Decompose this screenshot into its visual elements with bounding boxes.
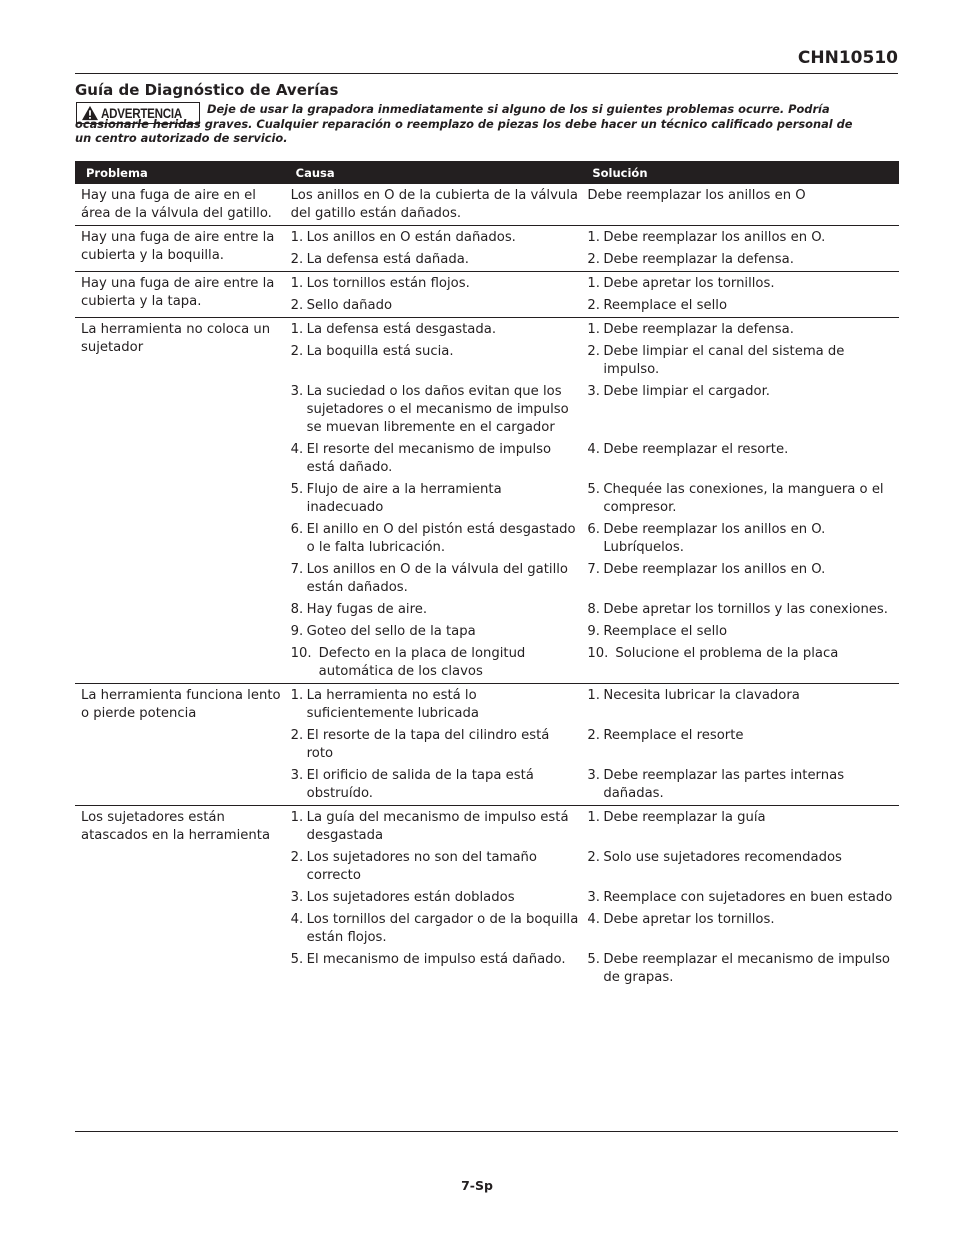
cause-text: Los sujetadores están doblados xyxy=(306,890,515,905)
cause-item xyxy=(291,441,582,477)
problem-cell: Los sujetadores están atascados en la herramienta xyxy=(81,810,271,843)
solution-item xyxy=(587,229,899,247)
cause-cell xyxy=(285,318,582,684)
solution-item xyxy=(587,767,899,803)
item-number: 3. xyxy=(290,768,304,783)
item-number: 3. xyxy=(587,890,600,905)
item-number: 2. xyxy=(587,344,600,359)
cause-text: Goteo del sello de la tapa xyxy=(306,624,476,639)
solution-list xyxy=(587,275,899,315)
table-row xyxy=(75,184,899,226)
item-number: 4. xyxy=(587,912,600,927)
page-number: 7-Sp xyxy=(461,1178,493,1193)
cause-item xyxy=(291,809,582,845)
cause-item xyxy=(291,645,582,681)
cause-text: Hay fugas de aire. xyxy=(306,602,428,617)
solution-text: Reemplace el sello xyxy=(603,298,728,313)
solution-text: Debe apretar los tornillos. xyxy=(603,912,775,927)
table-header-row xyxy=(75,161,899,184)
problem-cell: La herramienta funciona lento o pierde potencia xyxy=(81,688,281,721)
solution-item xyxy=(587,383,899,437)
item-number: 6. xyxy=(290,522,304,537)
cause-text: Los anillos en O de la cubierta de la válvula del gatillo están dañados. xyxy=(290,188,579,221)
item-number: 7. xyxy=(290,562,304,577)
item-number: 1. xyxy=(587,688,600,703)
cause-item xyxy=(291,601,582,619)
cause-item xyxy=(291,343,582,379)
solution-item xyxy=(587,275,899,293)
item-number: 5. xyxy=(587,952,600,967)
solution-item xyxy=(587,951,899,987)
item-number: 1. xyxy=(587,276,600,291)
item-number: 5. xyxy=(290,482,304,497)
solution-item xyxy=(587,521,899,557)
solution-item xyxy=(587,849,899,885)
cause-text: Los tornillos del cargador o de la boquilla están flojos. xyxy=(306,912,579,945)
cause-item xyxy=(291,521,582,557)
cause-text: La boquilla está sucia. xyxy=(306,344,454,359)
cause-list xyxy=(291,809,582,987)
troubleshooting-table xyxy=(75,161,899,989)
solution-text: Debe reemplazar los anillos en O. xyxy=(603,562,826,577)
item-number: 2. xyxy=(587,728,600,743)
solution-item xyxy=(587,889,899,907)
item-number: 4. xyxy=(587,442,600,457)
item-number: 9. xyxy=(290,624,304,639)
table-row xyxy=(75,272,899,318)
cause-text: El resorte de la tapa del cilindro está roto xyxy=(306,728,550,761)
solution-cell xyxy=(581,806,899,990)
solution-text: Debe reemplazar los anillos en O xyxy=(587,188,806,203)
item-number: 3. xyxy=(587,384,600,399)
item-number: 1. xyxy=(290,810,304,825)
item-number: 4. xyxy=(290,442,304,457)
solution-text: Debe apretar los tornillos y las conexiones. xyxy=(603,602,888,617)
solution-cell xyxy=(581,684,899,806)
solution-item xyxy=(587,343,899,379)
solution-item xyxy=(587,481,899,517)
warning-text: Deje de usar la grapadora inmediatamente si alguno de los si guientes problemas ocurre. Podría ocasionarle heridas graves. Cualquier reparación o reemplazo de piezas los debe hacer un técnico calificado personal de un centro autorizado de servicio. xyxy=(75,102,853,145)
solution-item xyxy=(587,321,899,339)
cause-item xyxy=(291,889,582,907)
solution-text: Solucione el problema de la placa xyxy=(615,646,839,661)
cause-item xyxy=(291,767,582,803)
solution-item xyxy=(587,623,899,641)
cause-text: La guía del mecanismo de impulso está desgastada xyxy=(306,810,569,843)
solution-cell xyxy=(581,226,899,272)
solution-item xyxy=(587,251,899,269)
item-number: 1. xyxy=(290,688,304,703)
problem-cell: La herramienta no coloca un sujetador xyxy=(81,322,271,355)
solution-item xyxy=(587,297,899,315)
solution-list xyxy=(587,229,899,269)
solution-item xyxy=(587,561,899,597)
solution-item xyxy=(587,727,899,763)
cause-item xyxy=(291,561,582,597)
cause-item xyxy=(291,321,582,339)
warning-label: ADVERTENCIA xyxy=(101,105,183,121)
item-number: 1. xyxy=(290,276,304,291)
item-number: 5. xyxy=(587,482,600,497)
item-number: 1. xyxy=(587,810,600,825)
cause-cell xyxy=(285,226,582,272)
cause-text: El mecanismo de impulso está dañado. xyxy=(306,952,566,967)
cause-text: La defensa está desgastada. xyxy=(306,322,497,337)
item-number: 8. xyxy=(587,602,600,617)
cause-item xyxy=(291,383,582,437)
solution-text: Reemplace el sello xyxy=(603,624,728,639)
solution-text: Debe reemplazar los anillos en O. Lubríquelos. xyxy=(603,522,826,555)
cause-cell xyxy=(285,684,582,806)
cause-item xyxy=(291,951,582,987)
table-body xyxy=(75,184,899,989)
item-number: 9. xyxy=(587,624,600,639)
cause-item xyxy=(291,623,582,641)
solution-item xyxy=(587,911,899,947)
problem-cell: Hay una fuga de aire en el área de la válvula del gatillo. xyxy=(81,188,272,221)
header-solution: Solución xyxy=(581,161,899,184)
solution-list xyxy=(587,321,899,681)
cause-text: La herramienta no está lo suficientemente lubricada xyxy=(306,688,479,721)
cause-text: La defensa está dañada. xyxy=(306,252,469,267)
item-number: 10. xyxy=(290,646,312,661)
item-number: 1. xyxy=(290,230,304,245)
item-number: 2. xyxy=(587,850,600,865)
cause-item xyxy=(291,229,582,247)
table-row xyxy=(75,684,899,806)
item-number: 2. xyxy=(587,298,600,313)
solution-item xyxy=(587,645,899,681)
item-number: 2. xyxy=(290,298,304,313)
cause-text: Flujo de aire a la herramienta inadecuado xyxy=(306,482,502,515)
solution-item xyxy=(587,441,899,477)
problem-cell: Hay una fuga de aire entre la cubierta y la boquilla. xyxy=(81,230,275,263)
problem-cell: Hay una fuga de aire entre la cubierta y la tapa. xyxy=(81,276,275,309)
cause-item xyxy=(291,687,582,723)
cause-item xyxy=(291,849,582,885)
item-number: 8. xyxy=(290,602,304,617)
cause-text: El resorte del mecanismo de impulso está dañado. xyxy=(306,442,552,475)
cause-item xyxy=(291,911,582,947)
cause-cell xyxy=(285,806,582,990)
table-row xyxy=(75,226,899,272)
item-number: 1. xyxy=(587,230,600,245)
solution-item xyxy=(587,687,899,723)
table-row xyxy=(75,318,899,684)
item-number: 2. xyxy=(290,344,304,359)
cause-cell xyxy=(285,184,582,226)
footer-rule xyxy=(75,1131,898,1132)
solution-text: Debe reemplazar las partes internas dañadas. xyxy=(603,768,845,801)
solution-text: Reemplace el resorte xyxy=(603,728,744,743)
cause-item xyxy=(291,275,582,293)
solution-text: Debe reemplazar el resorte. xyxy=(603,442,789,457)
solution-text: Debe reemplazar la guía xyxy=(603,810,766,825)
cause-text: La suciedad o los daños evitan que los sujetadores o el mecanismo de impulso se muevan libremente en el cargador xyxy=(306,384,569,435)
cause-item xyxy=(291,251,582,269)
solution-text: Necesita lubricar la clavadora xyxy=(603,688,800,703)
solution-list xyxy=(587,687,899,803)
cause-item xyxy=(291,481,582,517)
item-number: 10. xyxy=(587,646,609,661)
solution-cell xyxy=(581,184,899,226)
solution-item xyxy=(587,601,899,619)
model-number: CHN10510 xyxy=(797,48,898,68)
cause-cell xyxy=(285,272,582,318)
cause-list xyxy=(291,321,582,681)
cause-list xyxy=(291,275,582,315)
item-number: 2. xyxy=(290,728,304,743)
section-title: Guía de Diagnóstico de Averías xyxy=(75,81,339,99)
cause-text: Defecto en la placa de longitud automática de los clavos xyxy=(318,646,526,679)
item-number: 3. xyxy=(587,768,600,783)
item-number: 3. xyxy=(290,890,304,905)
cause-text: Los sujetadores no son del tamaño correcto xyxy=(306,850,537,883)
item-number: 2. xyxy=(290,850,304,865)
item-number: 3. xyxy=(290,384,304,399)
header-problem: Problema xyxy=(75,161,285,184)
cause-item xyxy=(291,297,582,315)
cause-text: Sello dañado xyxy=(306,298,393,313)
cause-item xyxy=(291,727,582,763)
solution-cell xyxy=(581,318,899,684)
solution-text: Solo use sujetadores recomendados xyxy=(603,850,842,865)
item-number: 2. xyxy=(587,252,600,267)
item-number: 1. xyxy=(587,322,600,337)
solution-cell xyxy=(581,272,899,318)
cause-text: El orificio de salida de la tapa está obstruído. xyxy=(306,768,534,801)
header-cause: Causa xyxy=(285,161,582,184)
item-number: 2. xyxy=(290,252,304,267)
table-row xyxy=(75,806,899,990)
solution-text: Debe limpiar el canal del sistema de impulso. xyxy=(603,344,845,377)
header-rule xyxy=(75,73,898,74)
solution-text: Debe reemplazar la defensa. xyxy=(603,252,794,267)
solution-text: Debe reemplazar los anillos en O. xyxy=(603,230,826,245)
solution-list xyxy=(587,809,899,987)
solution-text: Debe limpiar el cargador. xyxy=(603,384,770,399)
item-number: 7. xyxy=(587,562,600,577)
solution-text: Reemplace con sujetadores en buen estado xyxy=(603,890,893,905)
solution-item xyxy=(587,809,899,845)
item-number: 4. xyxy=(290,912,304,927)
cause-list xyxy=(291,687,582,803)
cause-text: El anillo en O del pistón está desgastado o le falta lubricación. xyxy=(306,522,576,555)
solution-text: Debe reemplazar la defensa. xyxy=(603,322,794,337)
cause-text: Los tornillos están flojos. xyxy=(306,276,470,291)
cause-text: Los anillos en O están dañados. xyxy=(306,230,516,245)
item-number: 6. xyxy=(587,522,600,537)
solution-text: Chequée las conexiones, la manguera o el compresor. xyxy=(603,482,884,515)
item-number: 1. xyxy=(290,322,304,337)
solution-text: Debe reemplazar el mecanismo de impulso de grapas. xyxy=(603,952,891,985)
solution-text: Debe apretar los tornillos. xyxy=(603,276,775,291)
item-number: 5. xyxy=(290,952,304,967)
cause-list xyxy=(291,229,582,269)
cause-text: Los anillos en O de la válvula del gatillo están dañados. xyxy=(306,562,568,595)
